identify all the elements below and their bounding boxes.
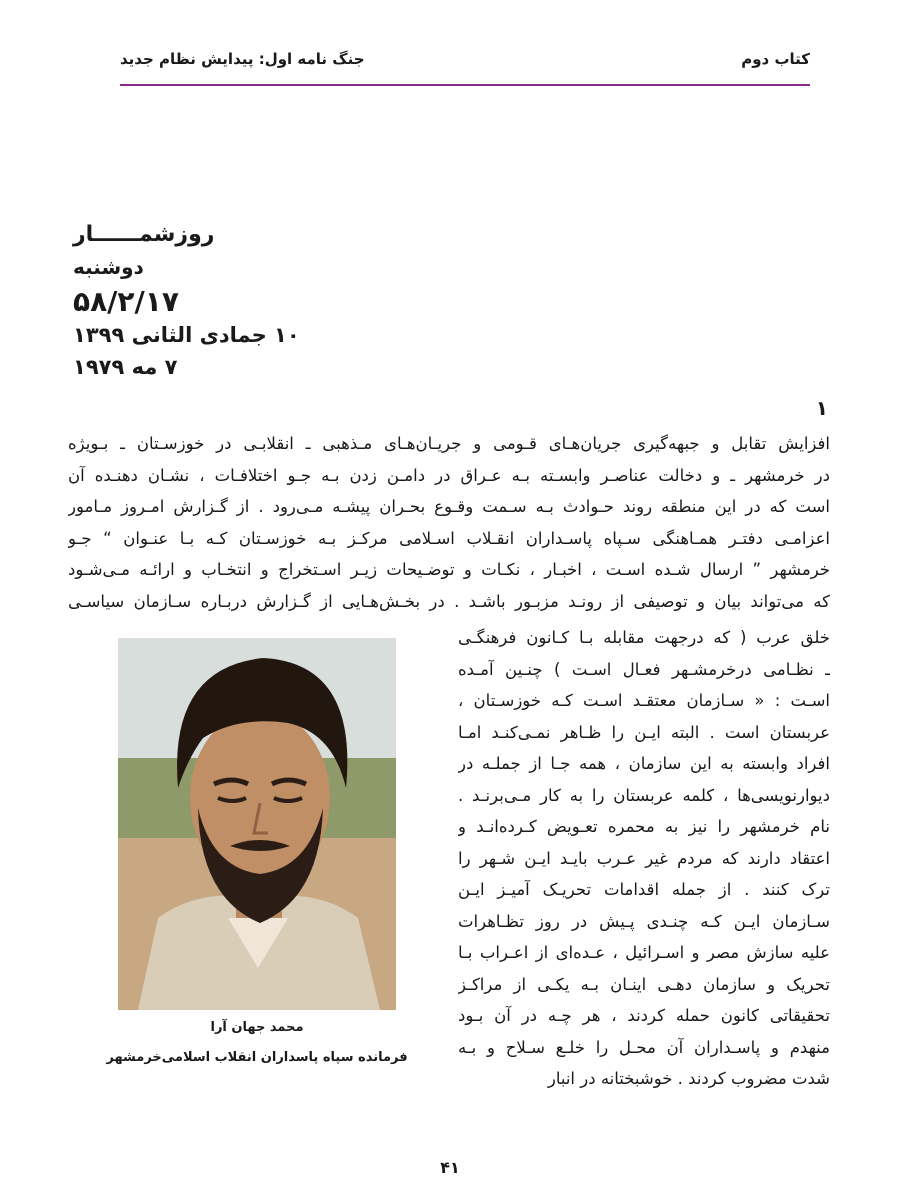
- body-paragraph-column: [458, 622, 830, 1095]
- photo-caption-name: محمد جهان آرا: [210, 1020, 304, 1035]
- date-block: [73, 222, 433, 387]
- text-line: ترک کنند . از جمله اقدامات تحریـک آمیـز ایـن: [458, 880, 830, 899]
- portrait-photo: [118, 638, 396, 1010]
- photo-caption-title: فرمانده سپاه پاسداران انقلاب اسلامی‌خرمشهر: [106, 1050, 408, 1065]
- text-line: شدت مضروب کردند . خوشبختانه در انبار: [547, 1069, 830, 1088]
- book-title: کتاب دوم: [741, 50, 810, 68]
- text-line: اعزامـی دفتـر همـاهنگی سـپاه پاسـداران انقـلاب اسـلامی مرکـز بـه خوزسـتان کـه بـا عنـوان “ جـو: [68, 528, 830, 548]
- header-divider: [120, 84, 810, 86]
- text-line: اعتقاد دارند که مردم غیر عـرب بایـد ایـن شـهر را: [458, 848, 830, 868]
- text-line: افراد وابسته به این سازمان ، همه جـا از جملـه در: [458, 754, 830, 773]
- section-number: ۱: [815, 396, 828, 420]
- text-line: ـ نظـامی درخرمشـهر فعـال اسـت ) چنـین آمـده: [458, 659, 830, 679]
- text-line: تحقیقاتی کانون حمله کردند ، هر چـه در آن بـود: [458, 1006, 830, 1025]
- text-line: سـازمان ایـن کـه چنـدی پـیش در روز تظـاهرات: [458, 911, 830, 931]
- chapter-title: جنگ نامه اول: پیدایش نظام جدید: [120, 50, 365, 68]
- text-line: علیه سازش مصر و اسـرائیل ، عـده‌ای از اعـراب بـا: [458, 943, 830, 962]
- page-number: ۴۱: [440, 1158, 460, 1177]
- page-header: [120, 48, 810, 86]
- text-line: در خرمشهر ـ و دخالت عناصـر وابسـته بـه عـراق در دامـن زدن بـه جـو اختلافـات ، نشـان دهنـده آن: [68, 465, 830, 485]
- text-line: اسـت : « سـازمان معتقـد اسـت کـه خوزسـتان ،: [458, 691, 830, 710]
- text-line: خلق عرب ( که درجهت مقابله بـا کـانون فرهنگـی: [458, 628, 830, 647]
- chronology-heading: روزشمــــــار: [73, 222, 215, 247]
- text-line: خرمشهر ” ارسال شـده اسـت ، اخبـار ، نکـات و توضـیحات زیـر اسـتخراج و انتخـاب و ارائـه مـی‌شـود: [68, 560, 830, 579]
- text-line: نام خرمشهر را نیز به محمره تعـویض کـرده‌انـد و: [458, 817, 830, 836]
- body-paragraph-full-width: [68, 428, 830, 617]
- weekday: دوشنبه: [73, 255, 144, 279]
- solar-date: ۵۸/۲/۱۷: [73, 285, 179, 318]
- text-line: افزایش تقابل و جبهه‌گیری جریان‌هـای قـومی و جریـان‌هـای مـذهبی ـ انقلابـی در خوزسـتان ـ بـویژه: [68, 434, 830, 453]
- text-line: که می‌تواند بیان و توصیفی از رونـد مزبـور باشـد . در بخـش‌هـایی از گـزارش دربـاره سـازمان سیاسـی: [68, 591, 830, 611]
- text-line: منهدم و پاسـداران آن محـل را خلـع سـلاح و بـه: [458, 1037, 830, 1057]
- text-line: است که در این منطقه روند حـوادث بـه سـمت وقـوع بحـران پیشـه مـی‌رود . از گـزارش امـروز مـامور: [68, 497, 830, 516]
- gregorian-date: ۷ مه ۱۹۷۹: [73, 355, 178, 379]
- lunar-date: ۱۰ جمادی الثانی ۱۳۹۹: [73, 323, 300, 347]
- text-line: عربستان است . البته ایـن را ظـاهر نمـی‌کنـد امـا: [458, 722, 830, 742]
- text-line: تحریک و سازمان دهـی اینـان بـه یکـی از مراکـز: [458, 974, 830, 994]
- text-line: دیوارنویسی‌ها ، کلمه عربستان را به کار مـی‌برنـد .: [458, 785, 830, 805]
- portrait-illustration: [118, 638, 396, 1010]
